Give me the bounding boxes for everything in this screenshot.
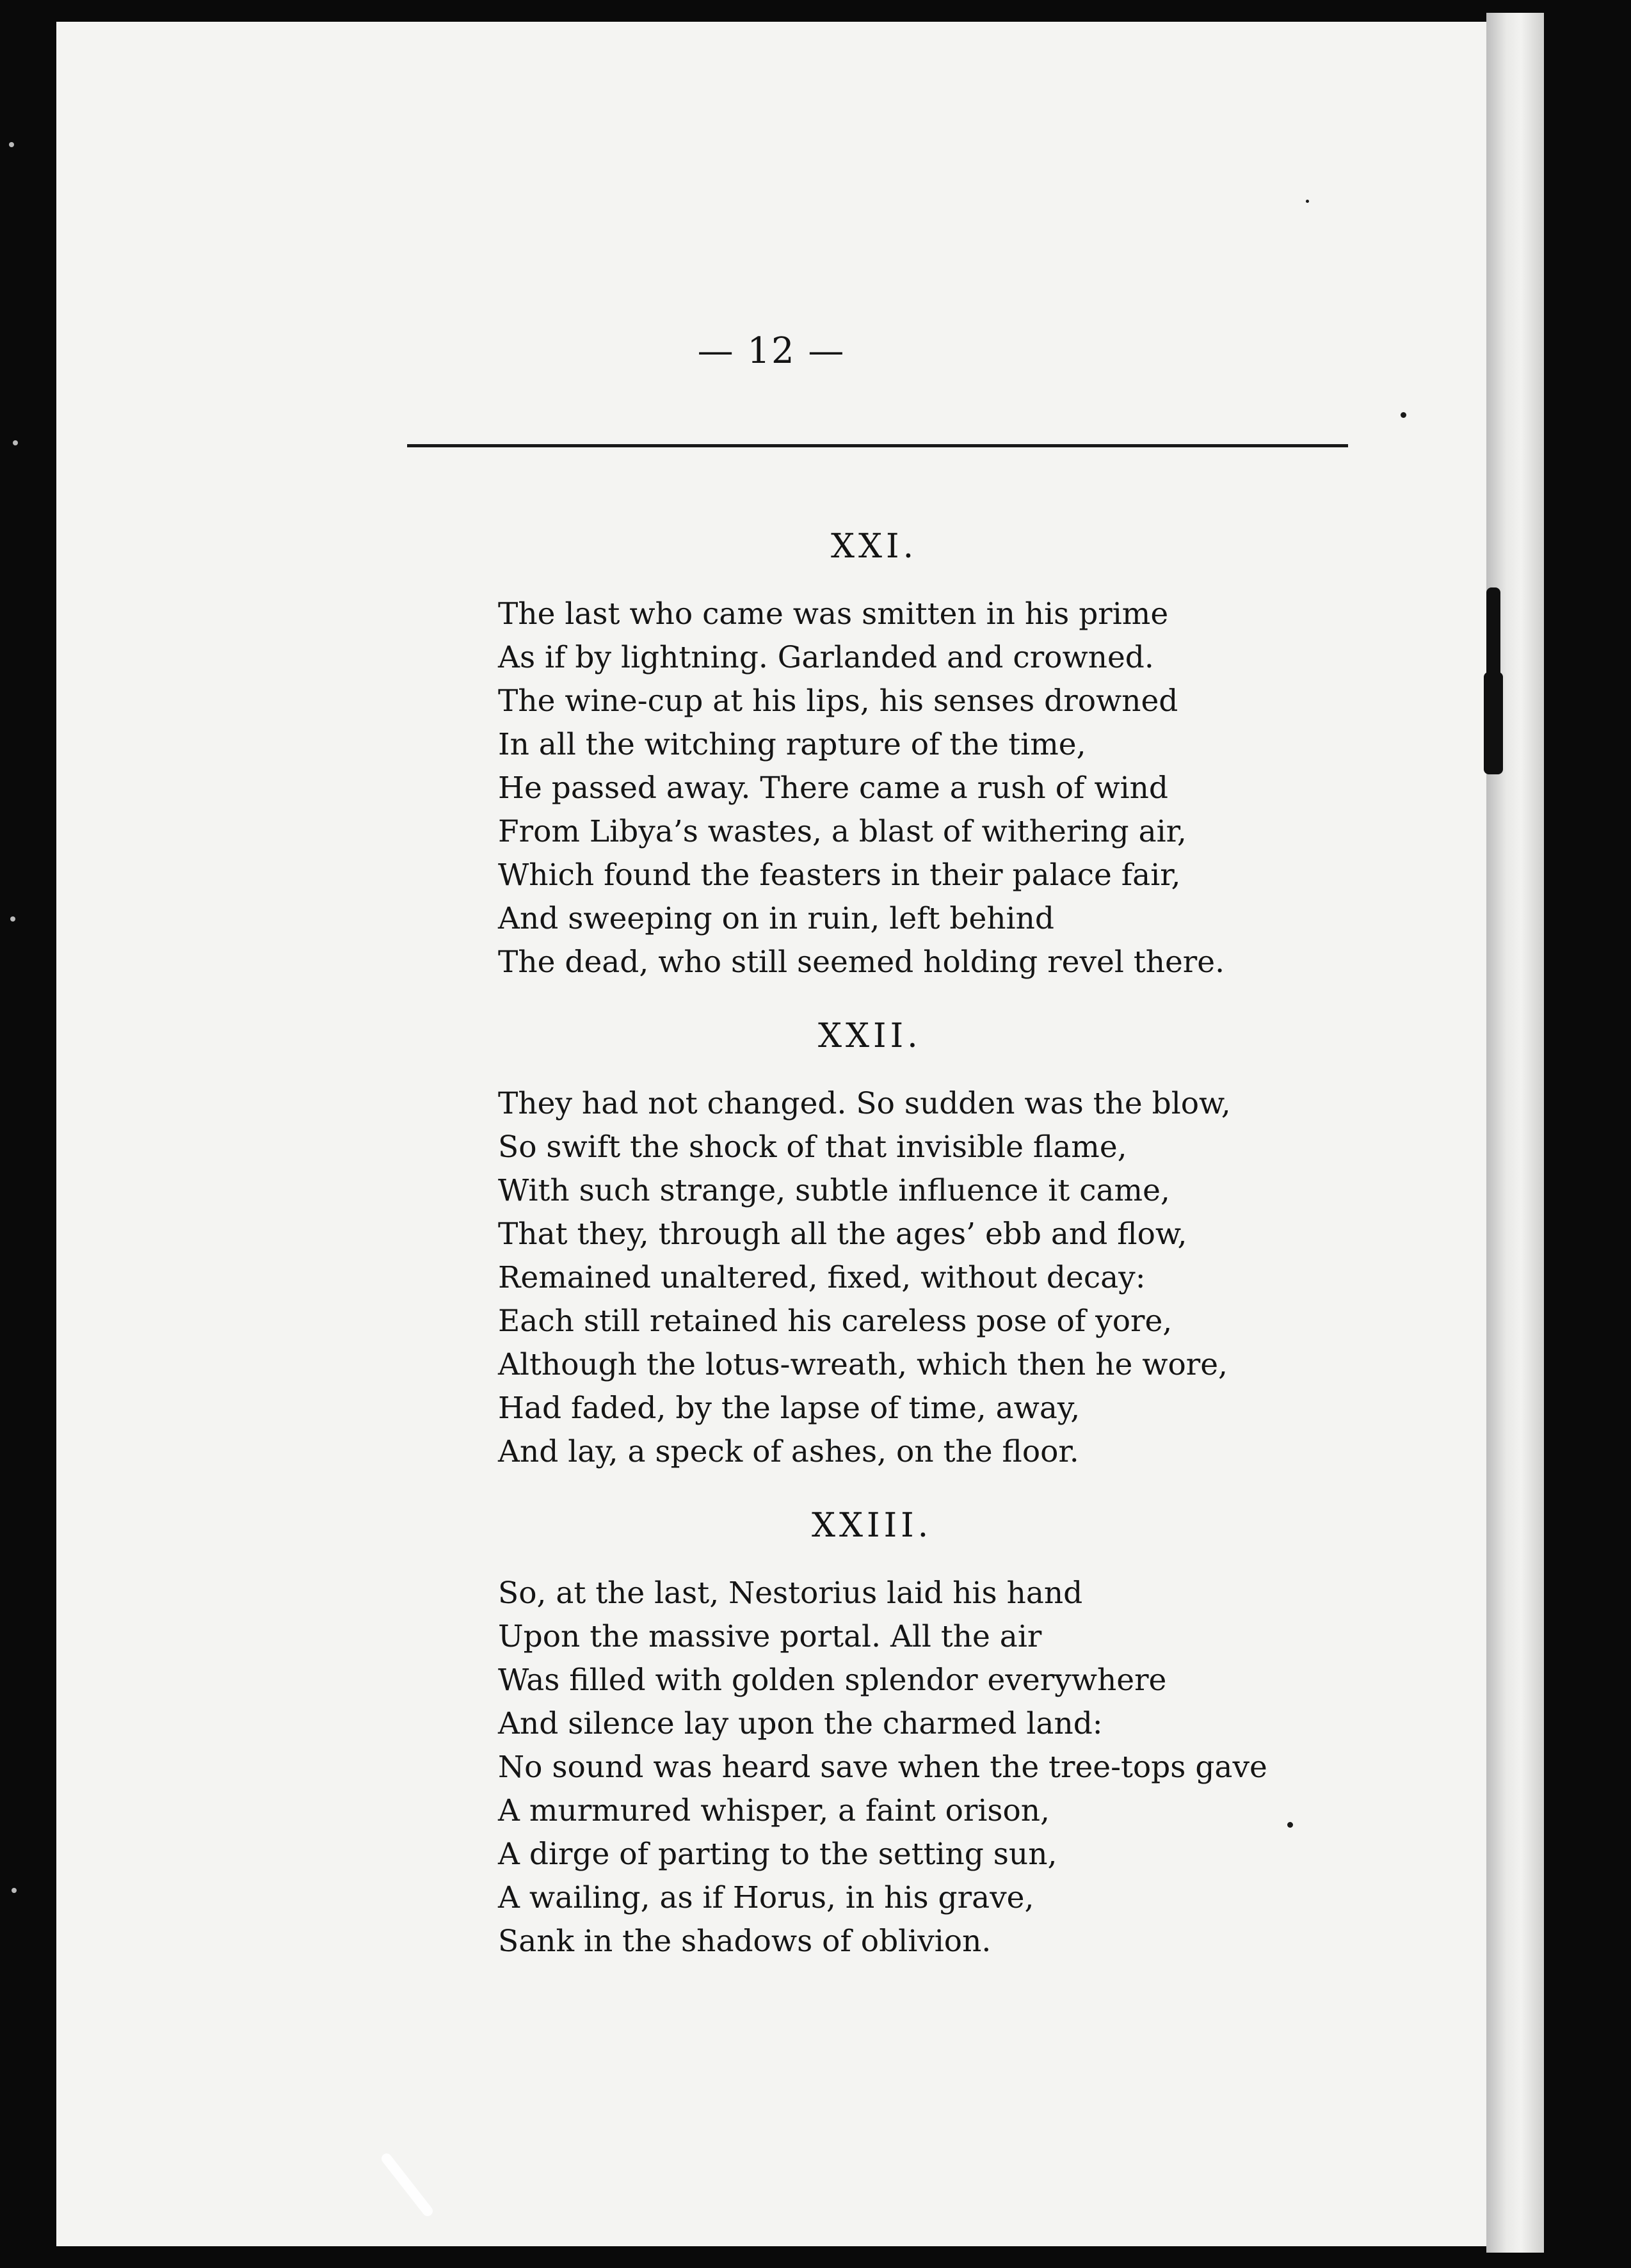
verse-line: Remained unaltered, fixed, without decay: xyxy=(498,1260,1146,1295)
stanza-heading-xxii: XXII. xyxy=(818,1017,922,1055)
verse-line: So, at the last, Nestorius laid his hand xyxy=(498,1576,1083,1611)
facing-page-edge xyxy=(1486,13,1544,2253)
scan-dot xyxy=(13,440,18,445)
ink-speck xyxy=(1306,200,1309,203)
scan-dot xyxy=(9,142,14,147)
book-page xyxy=(56,22,1490,2246)
verse-line: Had faded, by the lapse of time, away, xyxy=(498,1391,1081,1426)
verse-line: The wine-cup at his lips, his senses drowned xyxy=(498,683,1178,719)
verse-line: And silence lay upon the charmed land: xyxy=(498,1706,1103,1741)
verse-line: Each still retained his careless pose of yore, xyxy=(498,1304,1173,1339)
verse-line: And sweeping on in ruin, left behind xyxy=(498,901,1054,936)
verse-line: That they, through all the ages’ ebb and flow, xyxy=(498,1217,1187,1252)
verse-line: No sound was heard save when the tree-tops gave xyxy=(498,1750,1267,1785)
verse-line: A dirge of parting to the setting sun, xyxy=(498,1837,1057,1872)
verse-line: They had not changed. So sudden was the blow, xyxy=(498,1086,1231,1121)
stanza-heading-xxi: XXI. xyxy=(831,527,918,566)
verse-line: Upon the massive portal. All the air xyxy=(498,1619,1042,1654)
stanza-xxi xyxy=(498,593,1225,984)
scan-background xyxy=(1544,0,1631,2268)
scan-dot xyxy=(12,1888,17,1893)
page-number: — 12 — xyxy=(697,330,846,372)
verse-line: As if by lightning. Garlanded and crowned. xyxy=(498,640,1154,675)
verse-line: In all the witching rapture of the time, xyxy=(498,727,1086,762)
scan-dot xyxy=(10,916,15,922)
verse-line: The last who came was smitten in his prime xyxy=(498,596,1169,632)
verse-line: Sank in the shadows of oblivion. xyxy=(498,1924,992,1959)
verse-line: A wailing, as if Horus, in his grave, xyxy=(498,1880,1034,1915)
header-rule xyxy=(407,444,1348,447)
verse-line: A murmured whisper, a faint orison, xyxy=(498,1793,1050,1828)
stanza-xxii xyxy=(498,1082,1231,1474)
stanza-xxiii xyxy=(498,1572,1267,1963)
stanza-heading-xxiii: XXIII. xyxy=(812,1506,933,1545)
ink-speck xyxy=(1401,412,1406,418)
verse-line: Which found the feasters in their palace fair, xyxy=(498,858,1181,893)
verse-line: The dead, who still seemed holding revel there. xyxy=(498,945,1225,980)
verse-line: From Libya’s wastes, a blast of withering air, xyxy=(498,814,1187,849)
verse-line: Although the lotus-wreath, which then he wore, xyxy=(498,1347,1228,1382)
verse-line: And lay, a speck of ashes, on the floor. xyxy=(498,1434,1079,1469)
scan-scratch xyxy=(380,2152,435,2218)
verse-line: Was filled with golden splendor everywhere xyxy=(498,1663,1167,1698)
ink-speck xyxy=(1287,1822,1293,1828)
verse-line: He passed away. There came a rush of wind xyxy=(498,771,1168,806)
verse-line: So swift the shock of that invisible flame, xyxy=(498,1130,1127,1165)
binding-shadow xyxy=(1484,672,1503,774)
verse-line: With such strange, subtle influence it came, xyxy=(498,1173,1170,1208)
